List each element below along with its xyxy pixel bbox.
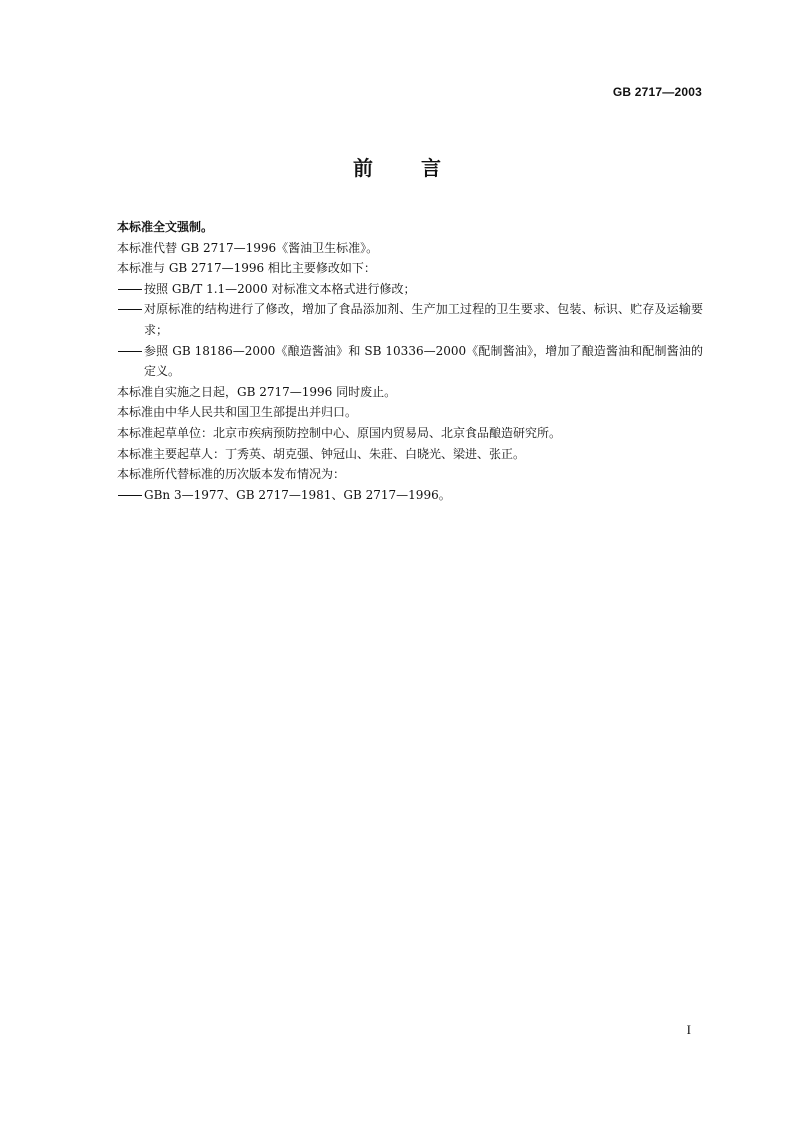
drafting-units: 本标准起草单位：北京市疾病预防控制中心、原国内贸易局、北京食品酿造研究所。	[117, 425, 562, 440]
change-item-text: 按照 GB/T 1.1—2000 对标准文本格式进行修改；	[144, 281, 416, 296]
change-item	[117, 341, 703, 382]
change-item-text: 对原标准的结构进行了修改，增加了食品添加剂、生产加工过程的卫生要求、包装、标识、贮存及运输要求；	[144, 302, 703, 337]
history-item	[117, 485, 703, 506]
dash-bullet	[117, 299, 144, 320]
page-title: 前言	[353, 156, 489, 180]
changes-intro: 本标准与 GB 2717—1996 相比主要修改如下：	[117, 261, 376, 276]
standard-number: GB 2717—2003	[612, 85, 702, 99]
dash-bullet	[117, 485, 144, 506]
drafters: 本标准主要起草人：丁秀英、胡克强、钟冠山、朱莊、白晓光、梁进、张正。	[117, 446, 526, 461]
foreword-body	[117, 217, 703, 505]
mandatory-statement: 本标准全文强制。	[117, 220, 214, 234]
dash-bullet	[117, 279, 144, 300]
change-item	[117, 299, 703, 340]
change-item	[117, 279, 703, 300]
dash-bullet	[117, 341, 144, 362]
history-item-text: GBn 3—1977、GB 2717—1981、GB 2717—1996。	[144, 487, 451, 502]
change-item-text: 参照 GB 18186—2000《酿造酱油》和 SB 10336—2000《配制酱油》，增加了酿造酱油和配制酱油的定义。	[144, 343, 703, 379]
page-number: I	[686, 1022, 691, 1037]
replacement-statement: 本标准代替 GB 2717—1996《酱油卫生标准》。	[117, 240, 379, 255]
abolition-statement: 本标准自实施之日起，GB 2717—1996 同时废止。	[117, 384, 397, 399]
proposer-statement: 本标准由中华人民共和国卫生部提出并归口。	[117, 405, 358, 420]
history-intro: 本标准所代替标准的历次版本发布情况为：	[117, 467, 346, 482]
